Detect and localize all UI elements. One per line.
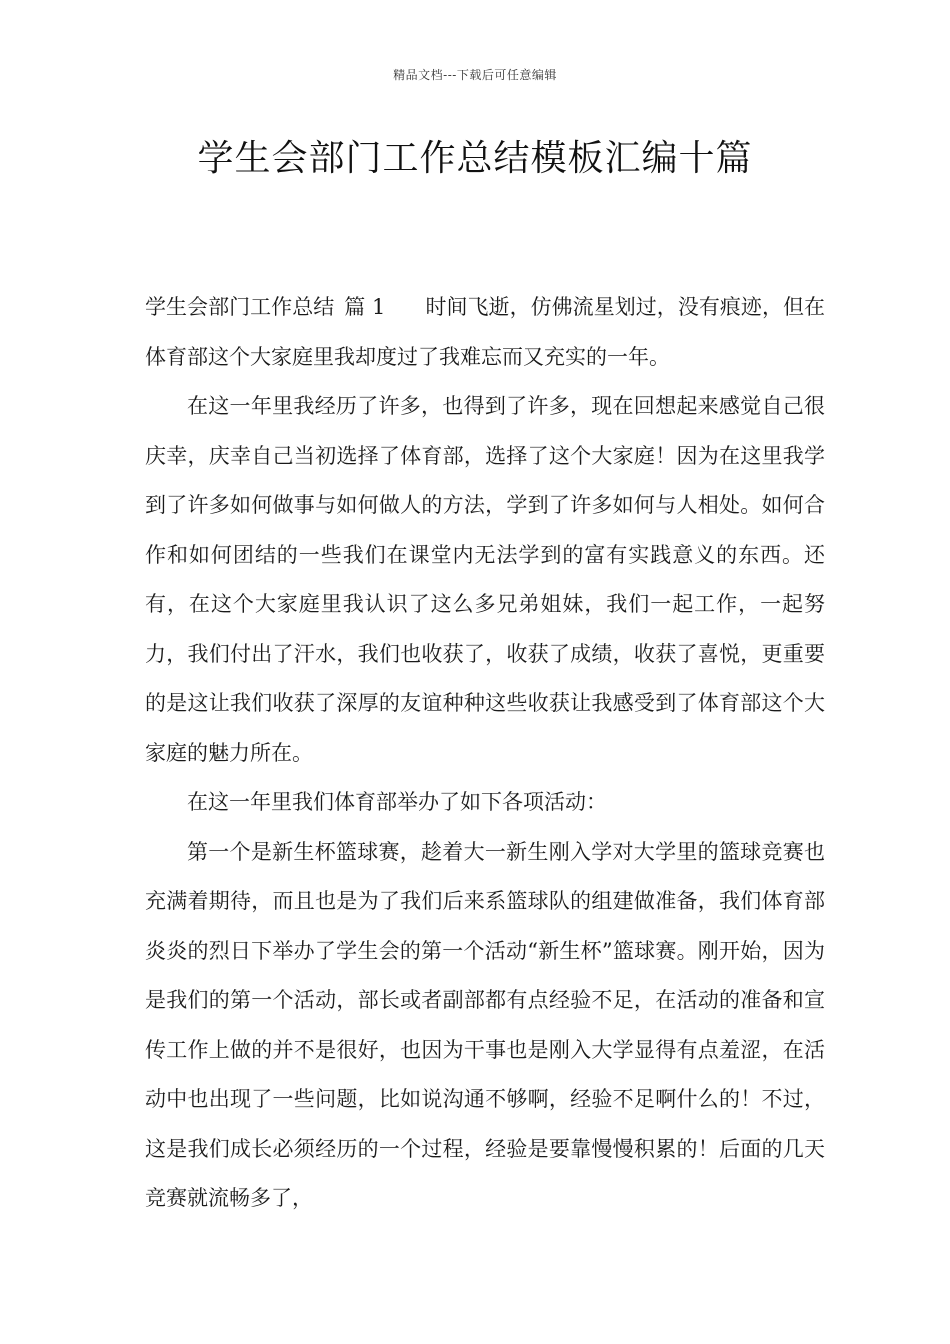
- paragraph-basketball: 第一个是新生杯篮球赛，趁着大一新生刚入学对大学里的篮球竞赛也充满着期待，而且也是为了我们后来系篮球队的组建做准备，我们体育部炎炎的烈日下举办了学生会的第一个活动“新生杯”篮球赛。刚开始，因为是我们的第一个活动，部长或者副部都有点经验不足，在活动的准备和宣传工作上做的并不是很好，也因为干事也是刚入大学显得有点羞涩，在活动中也出现了一些问题，比如说沟通不够啊，经验不足啊什么的！不过，这是我们成长必须经历的一个过程，经验是要靠慢慢积累的！后面的几天竞赛就流畅多了，: [145, 839, 825, 1210]
- section-first-paragraph: [145, 283, 825, 382]
- paragraph-reflection: 在这一年里我经历了许多，也得到了许多，现在回想起来感觉自己很庆幸，庆幸自己当初选择了体育部，选择了这个大家庭！因为在这里我学到了许多如何做事与如何做人的方法，学到了许多如何与人相处。如何合作和如何团结的一些我们在课堂内无法学到的富有实践意义的东西。还有，在这个大家庭里我认识了这么多兄弟姐妹，我们一起工作，一起努力，我们付出了汗水，我们也收获了，收获了成绩，收获了喜悦，更重要的是这让我们收获了深厚的友谊种种这些收获让我感受到了体育部这个大家庭的魅力所在。: [145, 394, 825, 765]
- document-body: [145, 283, 825, 1224]
- header-note: 精品文档---下载后可任意编辑: [393, 68, 557, 82]
- section-heading: [145, 295, 385, 319]
- document-title: 学生会部门工作总结模板汇编十篇: [197, 138, 753, 179]
- section-heading-title: 学生会部门工作总结: [145, 295, 335, 319]
- section-heading-number: 篇 1: [344, 295, 386, 319]
- section-first-text: 时间飞逝，仿佛流星划过，没有痕迹，但在体育部这个大家庭里我却度过了我难忘而又充实的一年。: [145, 295, 826, 369]
- paragraph-activities-intro: 在这一年里我们体育部举办了如下各项活动：: [187, 790, 607, 814]
